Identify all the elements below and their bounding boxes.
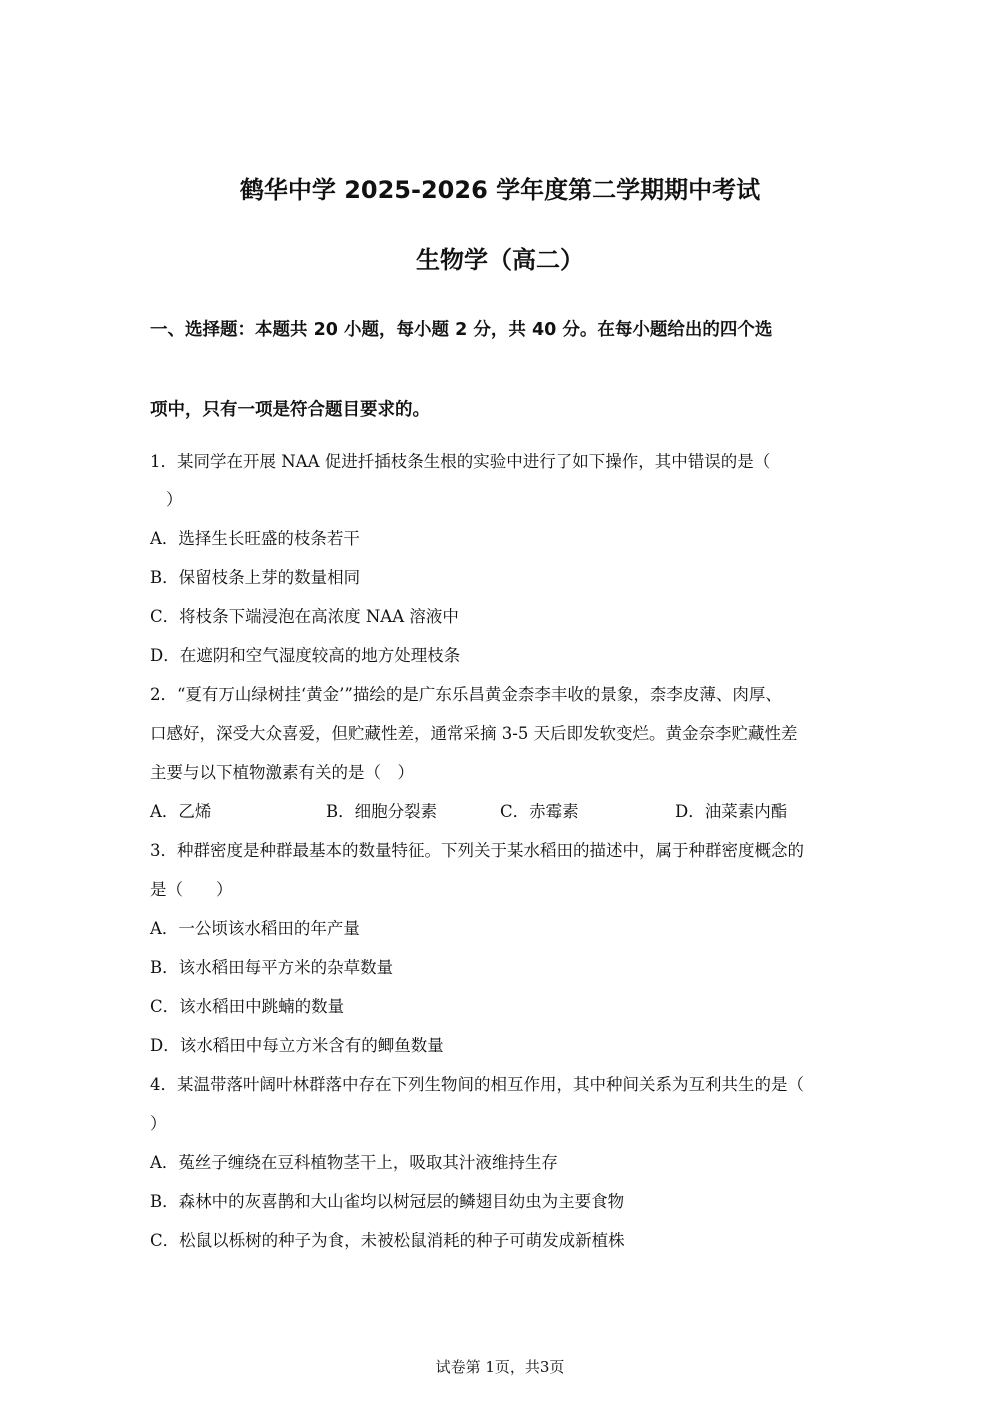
question-2-stem: 2．“夏有万山绿树挂‘黄金’”描绘的是广东乐昌黄金柰李丰收的景象，柰李皮薄、肉厚、	[150, 685, 782, 704]
question-2-option-a: A．乙烯	[150, 802, 212, 821]
question-3-stem-cont: 是（ ）	[150, 880, 233, 899]
question-1-option-b: B．保留枝条上芽的数量相同	[150, 568, 361, 587]
question-3-stem: 3．种群密度是种群最基本的数量特征。下列关于某水稻田的描述中，属于种群密度概念的	[150, 841, 804, 860]
question-1-option-d: D．在遮阴和空气湿度较高的地方处理枝条	[150, 646, 461, 665]
question-1-stem-cont: ）	[166, 490, 183, 509]
question-2-option-d: D．油菜素内酯	[675, 802, 788, 821]
section-heading-line-1: 一、选择题：本题共 20 小题，每小题 2 分，共 40 分。在每小题给出的四个选	[150, 320, 773, 340]
question-1-option-c: C．将枝条下端浸泡在高浓度 NAA 溶液中	[150, 607, 459, 626]
page-footer: 试卷第 1页，共3页	[435, 1358, 565, 1376]
question-4-option-b: B．森林中的灰喜鹊和大山雀均以树冠层的鳞翅目幼虫为主要食物	[150, 1192, 625, 1211]
question-2-option-c: C．赤霉素	[500, 802, 579, 821]
question-1-option-a: A．选择生长旺盛的枝条若干	[150, 529, 360, 548]
exam-title: 鹤华中学 2025-2026 学年度第二学期期中考试	[239, 176, 761, 204]
question-2-option-b: B．细胞分裂素	[326, 802, 438, 821]
question-2-stem-cont-2: 主要与以下植物激素有关的是（ ）	[150, 763, 414, 782]
question-3-option-a: A．一公顷该水稻田的年产量	[150, 919, 360, 938]
section-heading-line-2: 项中，只有一项是符合题目要求的。	[150, 400, 430, 420]
question-3-option-b: B．该水稻田每平方米的杂草数量	[150, 958, 394, 977]
question-4-option-c: C．松鼠以栎树的种子为食，未被松鼠消耗的种子可萌发成新植株	[150, 1231, 625, 1250]
question-4-option-a: A．菟丝子缠绕在豆科植物茎干上，吸取其汁液维持生存	[150, 1153, 558, 1172]
question-1-stem: 1．某同学在开展 NAA 促进扦插枝条生根的实验中进行了如下操作，其中错误的是（	[150, 452, 771, 471]
question-4-stem: 4．某温带落叶阔叶林群落中存在下列生物间的相互作用，其中种间关系为互利共生的是（	[150, 1075, 804, 1094]
question-3-option-c: C．该水稻田中跳蝻的数量	[150, 997, 345, 1016]
question-3-option-d: D．该水稻田中每立方米含有的鲫鱼数量	[150, 1036, 444, 1055]
exam-subject: 生物学（高二）	[416, 246, 584, 274]
question-2-stem-cont-1: 口感好，深受大众喜爱，但贮藏性差，通常采摘 3-5 天后即发软变烂。黄金奈李贮藏性差	[150, 724, 798, 743]
question-4-stem-cont: ）	[150, 1114, 167, 1133]
